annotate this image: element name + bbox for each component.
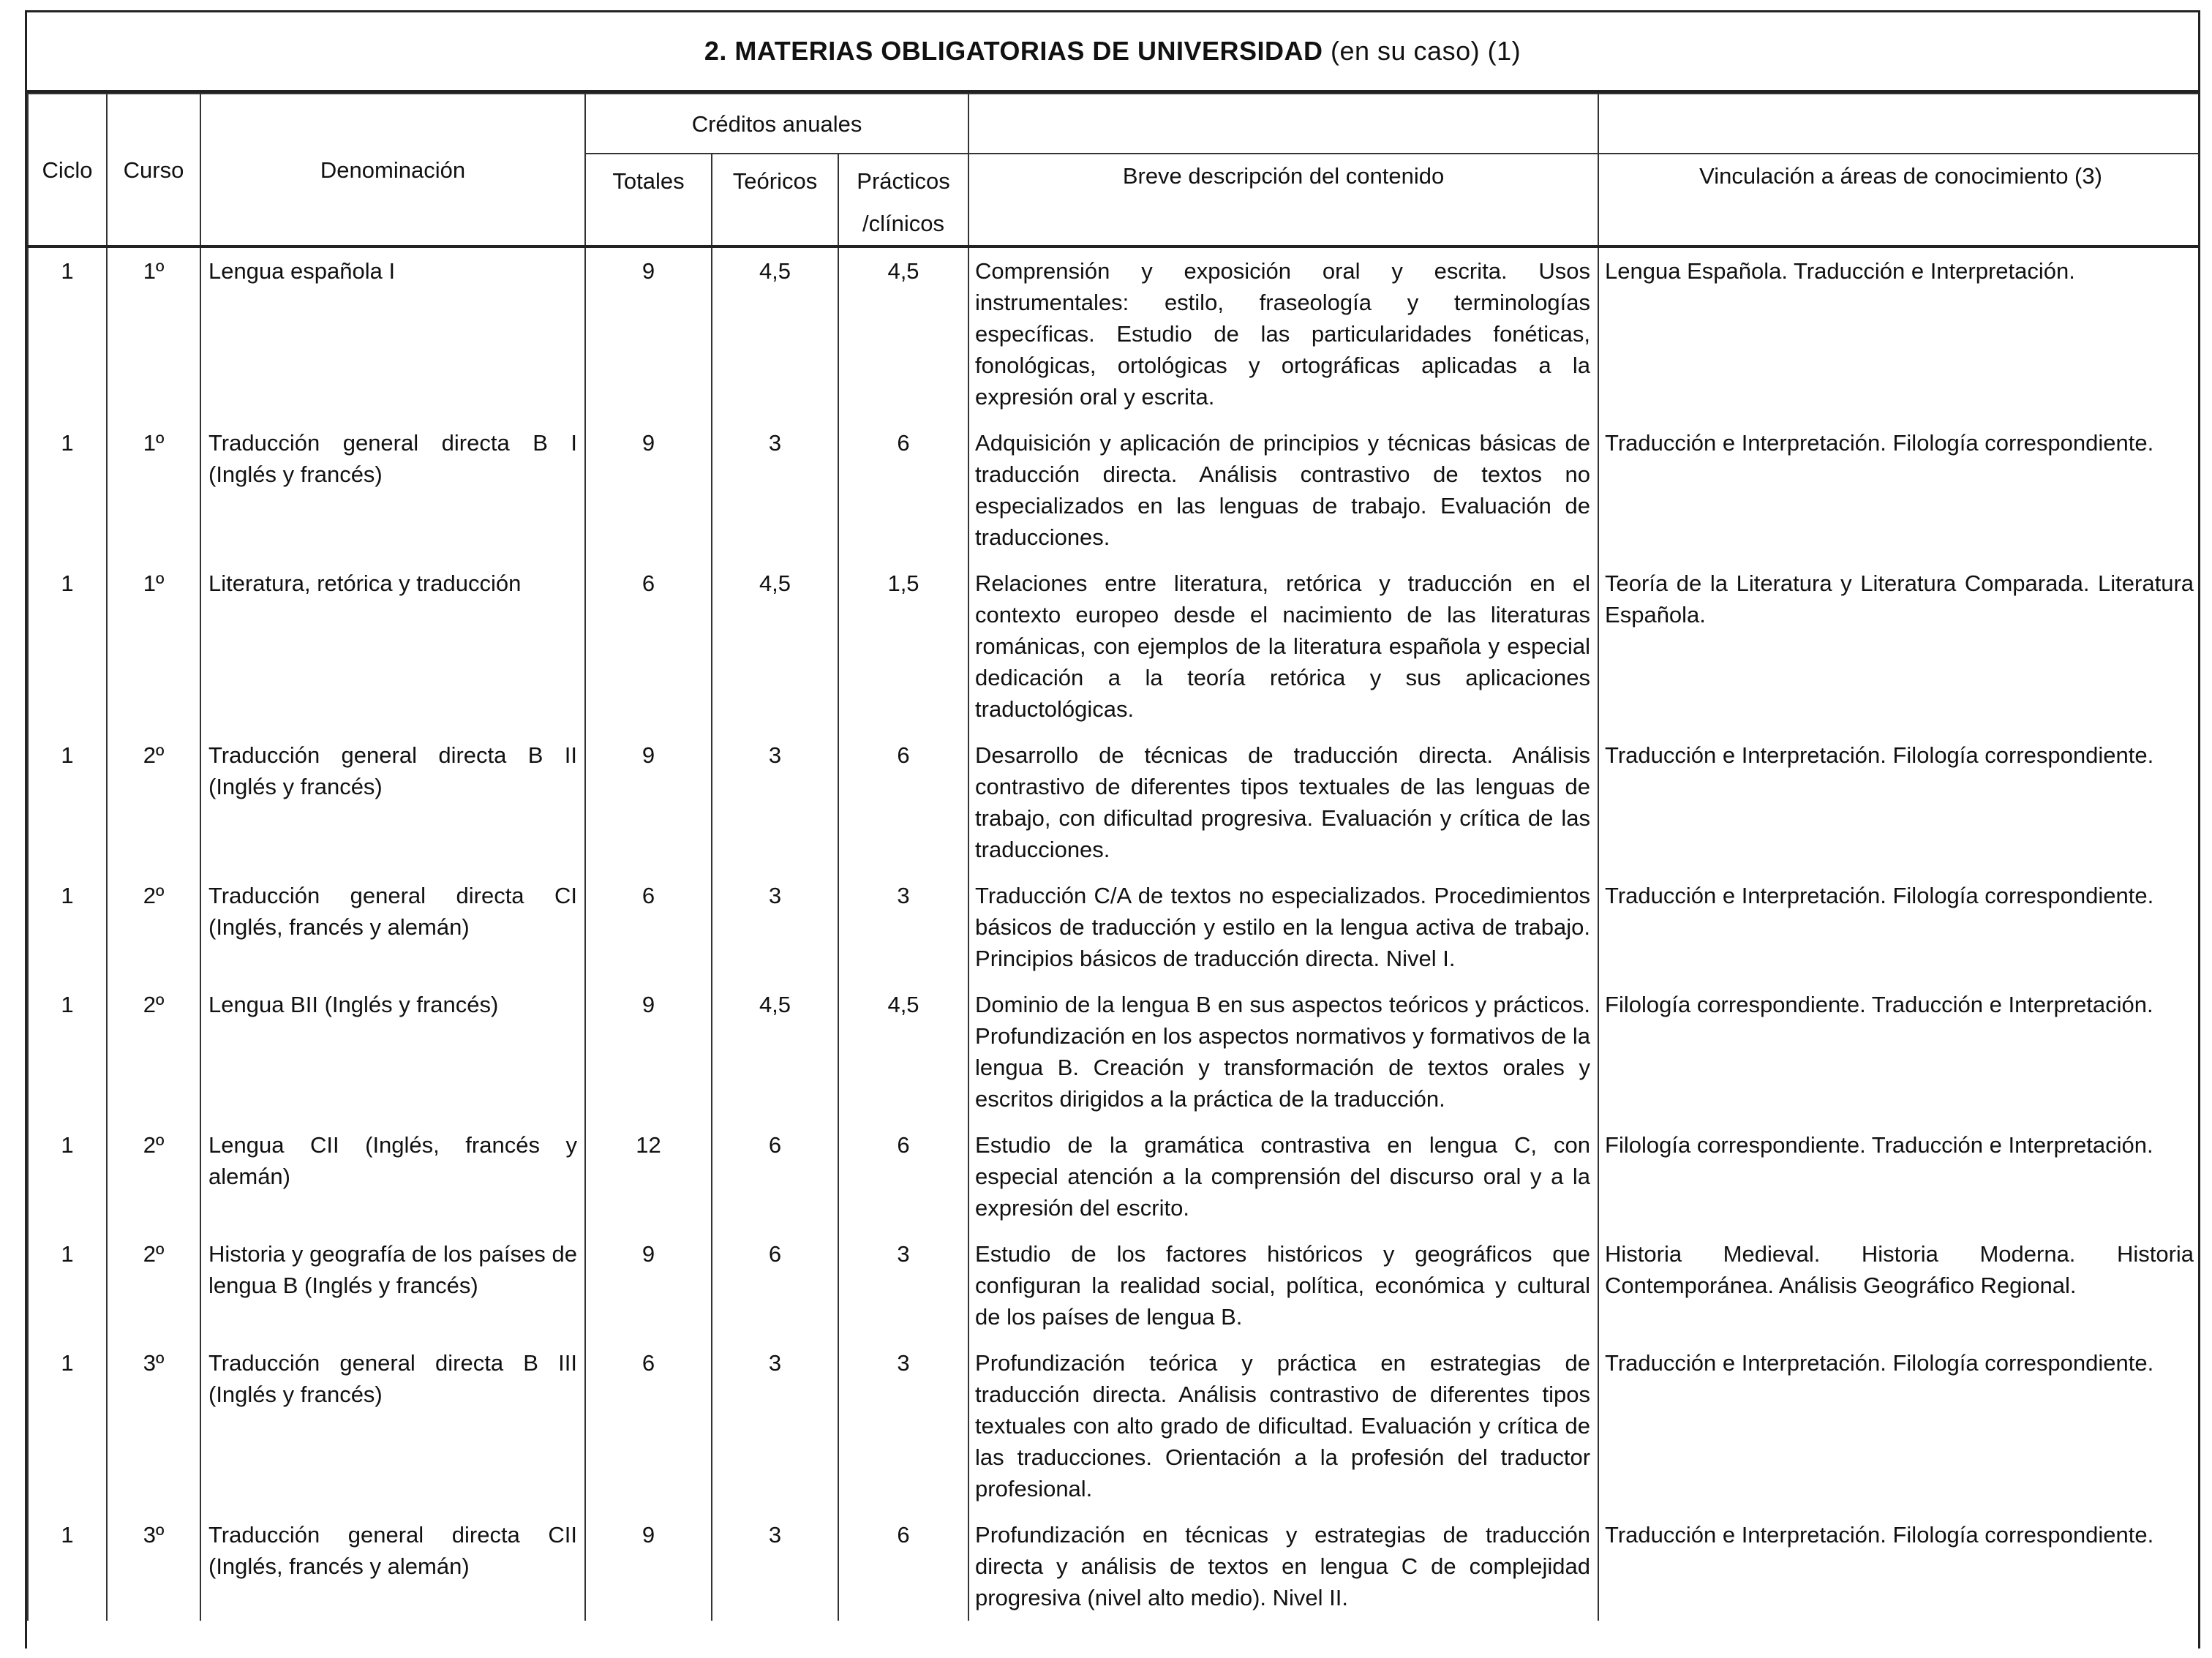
cell-ciclo: 1 bbox=[28, 1122, 107, 1231]
table-row bbox=[28, 560, 2200, 732]
header-totales: Totales bbox=[585, 154, 712, 246]
cell-totales: 9 bbox=[585, 981, 712, 1122]
cell-teoricos: 3 bbox=[712, 732, 838, 873]
cell-vinculacion: Teoría de la Literatura y Literatura Comparada. Literatura Española. bbox=[1598, 560, 2200, 732]
cell-practicos: 3 bbox=[838, 1340, 968, 1512]
cell-curso: 2º bbox=[107, 873, 200, 981]
table-row bbox=[28, 1122, 2200, 1231]
cell-practicos: 4,5 bbox=[838, 246, 968, 420]
table-header bbox=[28, 94, 2200, 246]
cell-denominacion: Lengua CII (Inglés, francés y alemán) bbox=[200, 1122, 585, 1231]
cell-descripcion: Traducción C/A de textos no especializados. Procedimientos básicos de traducción y estilo en la lengua activa de trabajo. Principios básicos de traducción directa. Nivel I. bbox=[968, 873, 1598, 981]
cell-totales: 6 bbox=[585, 873, 712, 981]
cell-teoricos: 3 bbox=[712, 873, 838, 981]
cell-totales: 12 bbox=[585, 1122, 712, 1231]
cell-totales: 9 bbox=[585, 1231, 712, 1340]
cell-curso: 2º bbox=[107, 732, 200, 873]
header-ciclo: Ciclo bbox=[28, 94, 107, 246]
cell-totales: 6 bbox=[585, 560, 712, 732]
cell-curso: 2º bbox=[107, 1231, 200, 1340]
table-body bbox=[28, 246, 2200, 1621]
cell-ciclo: 1 bbox=[28, 1512, 107, 1621]
cell-teoricos: 3 bbox=[712, 1512, 838, 1621]
cell-vinculacion: Traducción e Interpretación. Filología correspondiente. bbox=[1598, 1512, 2200, 1621]
cell-vinculacion: Traducción e Interpretación. Filología correspondiente. bbox=[1598, 873, 2200, 981]
table-row bbox=[28, 1231, 2200, 1340]
cell-teoricos: 6 bbox=[712, 1122, 838, 1231]
cell-curso: 3º bbox=[107, 1340, 200, 1512]
header-vinculacion: Vinculación a áreas de conocimiento (3) bbox=[1598, 154, 2200, 246]
table-row bbox=[28, 1340, 2200, 1512]
cell-descripcion: Relaciones entre literatura, retórica y traducción en el contexto europeo desde el nacimiento de las literaturas románicas, con ejemplos de la literatura española y especial dedicación a la teoría retórica y sus aplicaciones traductológicas. bbox=[968, 560, 1598, 732]
header-teoricos: Teóricos bbox=[712, 154, 838, 246]
cell-denominacion: Traducción general directa CI (Inglés, francés y alemán) bbox=[200, 873, 585, 981]
cell-practicos: 4,5 bbox=[838, 981, 968, 1122]
cell-curso: 3º bbox=[107, 1512, 200, 1621]
cell-descripcion: Comprensión y exposición oral y escrita. Usos instrumentales: estilo, fraseología y terminologías específicas. Estudio de las particularidades fonéticas, fonológicas, ortológicas y ortográficas aplicadas a la expresión oral y escrita. bbox=[968, 246, 1598, 420]
cell-teoricos: 6 bbox=[712, 1231, 838, 1340]
cell-ciclo: 1 bbox=[28, 1231, 107, 1340]
cell-ciclo: 1 bbox=[28, 981, 107, 1122]
cell-ciclo: 1 bbox=[28, 246, 107, 420]
cell-descripcion: Adquisición y aplicación de principios y técnicas básicas de traducción directa. Análisis contrastivo de textos no especializados en las lenguas de trabajo. Evaluación de traducciones. bbox=[968, 420, 1598, 560]
subjects-table bbox=[27, 93, 2200, 1621]
header-descripcion-top bbox=[968, 94, 1598, 154]
header-vinculacion-top bbox=[1598, 94, 2200, 154]
cell-vinculacion: Traducción e Interpretación. Filología correspondiente. bbox=[1598, 732, 2200, 873]
cell-practicos: 3 bbox=[838, 873, 968, 981]
cell-denominacion: Traducción general directa CII (Inglés, francés y alemán) bbox=[200, 1512, 585, 1621]
cell-denominacion: Historia y geografía de los países de lengua B (Inglés y francés) bbox=[200, 1231, 585, 1340]
cell-vinculacion: Traducción e Interpretación. Filología correspondiente. bbox=[1598, 1340, 2200, 1512]
section-title bbox=[27, 12, 2198, 93]
cell-denominacion: Lengua española I bbox=[200, 246, 585, 420]
cell-practicos: 6 bbox=[838, 420, 968, 560]
cell-totales: 9 bbox=[585, 1512, 712, 1621]
cell-practicos: 6 bbox=[838, 1512, 968, 1621]
cell-descripcion: Estudio de los factores históricos y geográficos que configuran la realidad social, política, económica y cultural de los países de lengua B. bbox=[968, 1231, 1598, 1340]
header-practicos: Prácticos /clínicos bbox=[838, 154, 968, 246]
cell-practicos: 6 bbox=[838, 1122, 968, 1231]
cell-descripcion: Dominio de la lengua B en sus aspectos teóricos y prácticos. Profundización en los aspectos normativos y formativos de la lengua B. Creación y transformación de textos orales y escritos dirigidos a la práctica de la traducción. bbox=[968, 981, 1598, 1122]
cell-denominacion: Lengua BII (Inglés y francés) bbox=[200, 981, 585, 1122]
section-title-main: 2. MATERIAS OBLIGATORIAS DE UNIVERSIDAD bbox=[704, 36, 1323, 66]
cell-denominacion: Traducción general directa B III (Inglés y francés) bbox=[200, 1340, 585, 1512]
cell-curso: 2º bbox=[107, 1122, 200, 1231]
cell-descripcion: Desarrollo de técnicas de traducción directa. Análisis contrastivo de diferentes tipos textuales de las lenguas de trabajo, con dificultad progresiva. Evaluación y crítica de las traducciones. bbox=[968, 732, 1598, 873]
cell-ciclo: 1 bbox=[28, 420, 107, 560]
cell-descripcion: Profundización en técnicas y estrategias de traducción directa y análisis de textos en lengua C de complejidad progresiva (nivel alto medio). Nivel II. bbox=[968, 1512, 1598, 1621]
cell-vinculacion: Historia Medieval. Historia Moderna. Historia Contemporánea. Análisis Geográfico Regional. bbox=[1598, 1231, 2200, 1340]
header-denominacion: Denominación bbox=[200, 94, 585, 246]
cell-denominacion: Traducción general directa B I (Inglés y francés) bbox=[200, 420, 585, 560]
table-row bbox=[28, 732, 2200, 873]
header-creditos-anuales: Créditos anuales bbox=[585, 94, 968, 154]
table-row bbox=[28, 981, 2200, 1122]
cell-descripcion: Profundización teórica y práctica en estrategias de traducción directa. Análisis contrastivo de diferentes tipos textuales con alto grado de dificultad. Evaluación y crítica de las traducciones. Orientación a la profesión del traductor profesional. bbox=[968, 1340, 1598, 1512]
header-descripcion: Breve descripción del contenido bbox=[968, 154, 1598, 246]
cell-teoricos: 4,5 bbox=[712, 560, 838, 732]
cell-curso: 2º bbox=[107, 981, 200, 1122]
cell-practicos: 3 bbox=[838, 1231, 968, 1340]
cell-ciclo: 1 bbox=[28, 1340, 107, 1512]
cell-curso: 1º bbox=[107, 246, 200, 420]
cell-teoricos: 3 bbox=[712, 1340, 838, 1512]
cell-descripcion: Estudio de la gramática contrastiva en lengua C, con especial atención a la comprensión del discurso oral y a la expresión del escrito. bbox=[968, 1122, 1598, 1231]
cell-totales: 6 bbox=[585, 1340, 712, 1512]
cell-practicos: 1,5 bbox=[838, 560, 968, 732]
cell-denominacion: Traducción general directa B II (Inglés y francés) bbox=[200, 732, 585, 873]
cell-curso: 1º bbox=[107, 560, 200, 732]
cell-totales: 9 bbox=[585, 732, 712, 873]
cell-curso: 1º bbox=[107, 420, 200, 560]
section-title-suffix: (en su caso) (1) bbox=[1331, 36, 1521, 66]
cell-vinculacion: Filología correspondiente. Traducción e Interpretación. bbox=[1598, 1122, 2200, 1231]
cell-totales: 9 bbox=[585, 420, 712, 560]
cell-teoricos: 4,5 bbox=[712, 246, 838, 420]
cell-vinculacion: Filología correspondiente. Traducción e Interpretación. bbox=[1598, 981, 2200, 1122]
cell-ciclo: 1 bbox=[28, 560, 107, 732]
cell-vinculacion: Lengua Española. Traducción e Interpretación. bbox=[1598, 246, 2200, 420]
table-row bbox=[28, 420, 2200, 560]
cell-ciclo: 1 bbox=[28, 732, 107, 873]
cell-denominacion: Literatura, retórica y traducción bbox=[200, 560, 585, 732]
document-page bbox=[25, 10, 2200, 1648]
cell-totales: 9 bbox=[585, 246, 712, 420]
table-row bbox=[28, 873, 2200, 981]
table-row bbox=[28, 246, 2200, 420]
cell-teoricos: 4,5 bbox=[712, 981, 838, 1122]
header-curso: Curso bbox=[107, 94, 200, 246]
cell-teoricos: 3 bbox=[712, 420, 838, 560]
cell-vinculacion: Traducción e Interpretación. Filología correspondiente. bbox=[1598, 420, 2200, 560]
cell-practicos: 6 bbox=[838, 732, 968, 873]
cell-ciclo: 1 bbox=[28, 873, 107, 981]
table-row bbox=[28, 1512, 2200, 1621]
